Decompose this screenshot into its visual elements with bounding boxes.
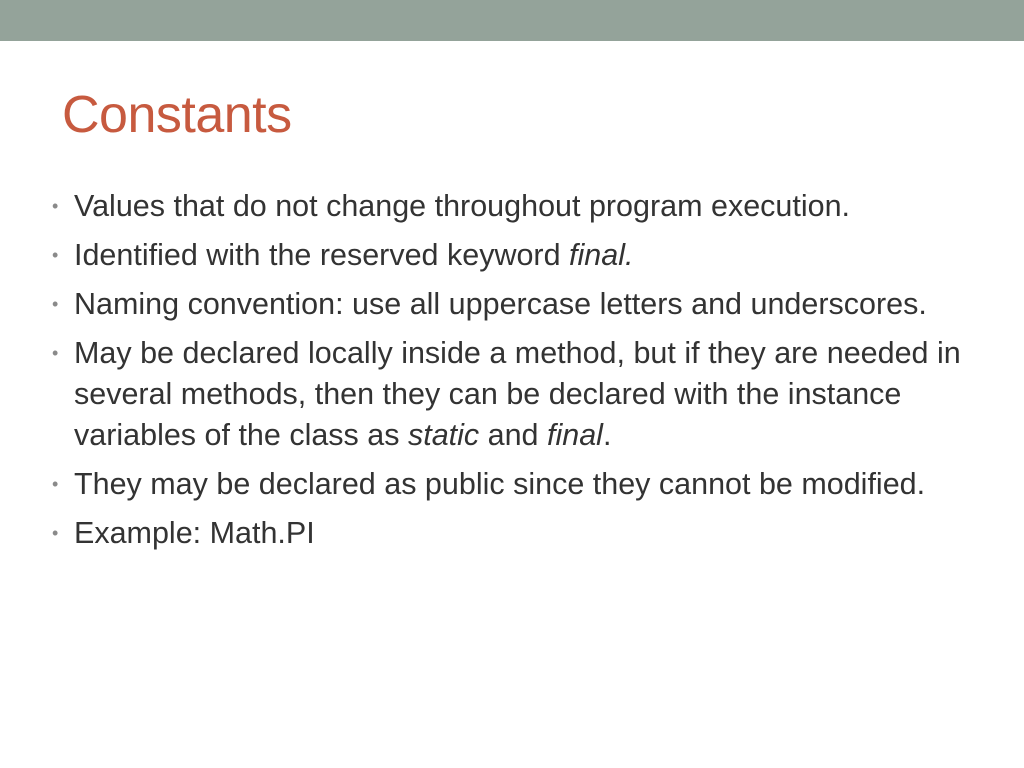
bullet-item — [52, 186, 982, 227]
bullet-list — [52, 186, 982, 562]
bullet-text: Identified with the reserved keyword — [74, 238, 570, 272]
bullet-marker: • — [52, 294, 59, 314]
bullet-marker: • — [52, 474, 59, 494]
top-accent-band — [0, 0, 1024, 41]
bullet-item — [52, 284, 982, 325]
bullet-text-connector: and — [479, 418, 547, 452]
bullet-text: May be declared locally inside a method, but if they are needed in several methods, then they can be declared with the instance variables of the class as — [74, 336, 961, 452]
bullet-marker: • — [52, 343, 59, 363]
keyword-final: final. — [569, 238, 634, 272]
bullet-marker: • — [52, 196, 59, 216]
bullet-text: Example: Math.PI — [74, 516, 315, 550]
slide-title: Constants — [62, 86, 292, 144]
bullet-text: Naming convention: use all uppercase letters and underscores. — [74, 287, 927, 321]
bullet-text-end: . — [602, 418, 612, 452]
bullet-item — [52, 513, 982, 554]
bullet-text: They may be declared as public since they cannot be modified. — [74, 467, 926, 501]
bullet-marker: • — [52, 523, 59, 543]
bullet-item — [52, 464, 982, 505]
bullet-item — [52, 235, 982, 276]
bullet-item — [52, 333, 982, 456]
keyword-static: static — [407, 418, 480, 452]
keyword-final: final — [547, 418, 603, 452]
bullet-marker: • — [52, 245, 59, 265]
bullet-text: Values that do not change throughout program execution. — [74, 189, 851, 223]
